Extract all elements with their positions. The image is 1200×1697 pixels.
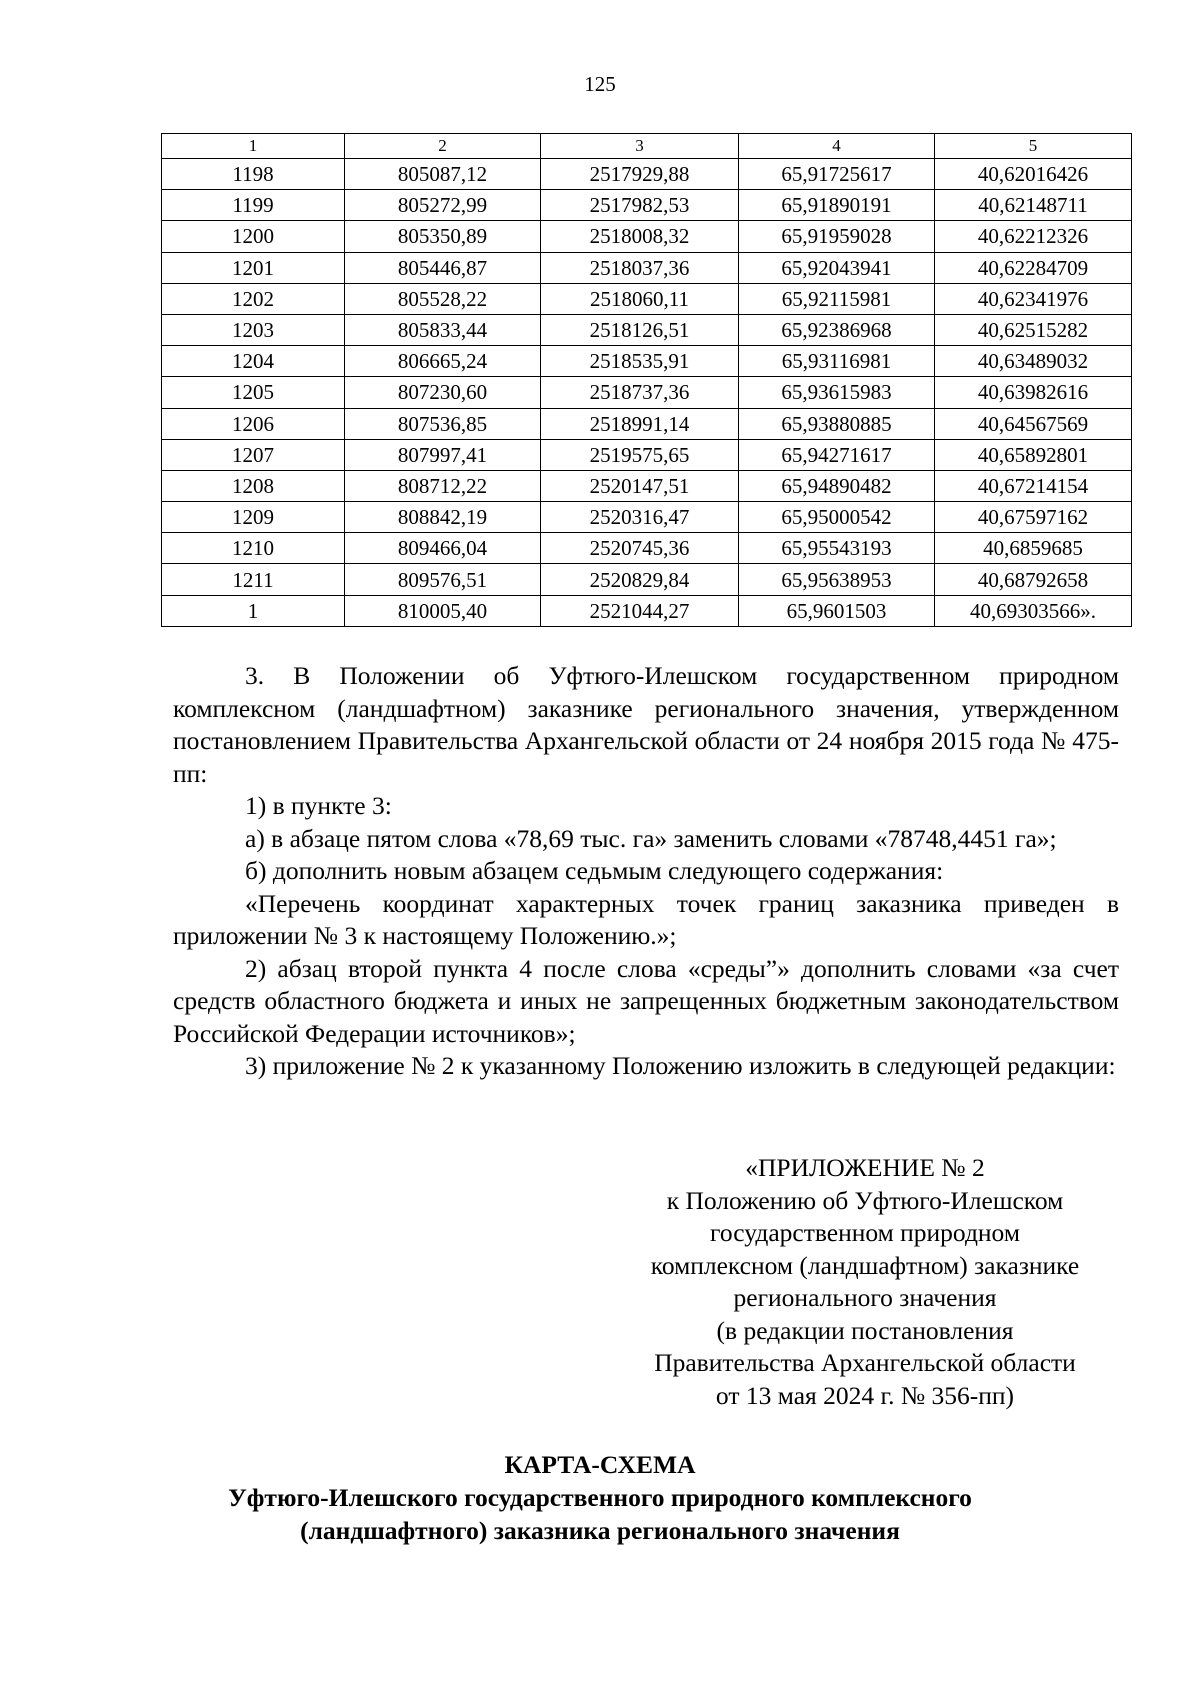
table-cell: 2520147,51 (541, 470, 739, 501)
table-cell: 40,62016426 (935, 159, 1132, 190)
table-cell: 2518008,32 (541, 221, 739, 252)
table-cell: 65,95638953 (739, 564, 935, 595)
paragraph-subitem-3: 3) приложение № 2 к указанному Положению изложить в следующей редакции: (245, 1051, 1116, 1080)
table-cell: 1 (162, 595, 345, 626)
table-cell: 2518060,11 (541, 283, 739, 314)
map-title (0, 1448, 1200, 1547)
appendix-header (620, 1152, 1110, 1412)
table-cell: 40,65892801 (935, 439, 1132, 470)
table-cell: 805833,44 (345, 314, 541, 345)
table-cell: 1201 (162, 252, 345, 283)
paragraph-item-3: 3. В Положении об Уфтюго-Илешском государственном природном комплексном (ландшафтном) заказнике регионального значения, утвержденном постановлением Правительства Архангельской области от 24 ноября 2015 года № 475-пп: (173, 661, 1119, 788)
paragraph-subitem-1: 1) в пункте 3: (245, 791, 392, 820)
table-cell: 2517982,53 (541, 190, 739, 221)
table-cell: 2518535,91 (541, 346, 739, 377)
table-cell: 65,95543193 (739, 533, 935, 564)
table-cell: 1198 (162, 159, 345, 190)
table-cell: 1199 (162, 190, 345, 221)
table-cell: 2517929,88 (541, 159, 739, 190)
table-row (162, 346, 1132, 377)
table-body (162, 159, 1132, 627)
table-cell: 65,92115981 (739, 283, 935, 314)
table-cell: 2520829,84 (541, 564, 739, 595)
table-cell: 40,63982616 (935, 377, 1132, 408)
table-cell: 805272,99 (345, 190, 541, 221)
coordinates-table (161, 133, 1132, 627)
paragraph-quote: «Перечень координат характерных точек границ заказника приведен в приложении № 3 к настоящему Положению.»; (173, 888, 1119, 950)
table-cell: 1205 (162, 377, 345, 408)
table-row (162, 470, 1132, 501)
appendix-line: регионального значения (733, 1283, 997, 1312)
appendix-line: Правительства Архангельской области (654, 1348, 1076, 1377)
table-cell: 1202 (162, 283, 345, 314)
appendix-line: от 13 мая 2024 г. № 356-пп) (715, 1380, 1015, 1410)
table-cell: 807536,85 (345, 408, 541, 439)
table-cell: 2521044,27 (541, 595, 739, 626)
table-cell: 805350,89 (345, 221, 541, 252)
table-cell: 40,69303566». (935, 595, 1132, 626)
table-row (162, 221, 1132, 252)
table-cell: 65,9601503 (739, 595, 935, 626)
table-row (162, 283, 1132, 314)
table-cell: 809576,51 (345, 564, 541, 595)
appendix-line: «ПРИЛОЖЕНИЕ № 2 (745, 1153, 985, 1182)
table-cell: 65,93880885 (739, 408, 935, 439)
table-cell: 40,62284709 (935, 252, 1132, 283)
table-cell: 807997,41 (345, 439, 541, 470)
appendix-line: государственном природном (710, 1218, 1020, 1247)
table-cell: 2518737,36 (541, 377, 739, 408)
table-cell: 40,63489032 (935, 346, 1132, 377)
column-header: 5 (935, 134, 1132, 159)
paragraph-subitem-b: б) дополнить новым абзацем седьмым следующего содержания: (245, 856, 944, 885)
table-cell: 808842,19 (345, 502, 541, 533)
table-cell: 1208 (162, 470, 345, 501)
column-header: 4 (739, 134, 935, 159)
table-cell: 40,62212326 (935, 221, 1132, 252)
table-cell: 1206 (162, 408, 345, 439)
table-row (162, 314, 1132, 345)
table-cell: 805087,12 (345, 159, 541, 190)
table-cell: 807230,60 (345, 377, 541, 408)
table-cell: 805528,22 (345, 283, 541, 314)
table-cell: 1209 (162, 502, 345, 533)
table-cell: 806665,24 (345, 346, 541, 377)
table-cell: 40,68792658 (935, 564, 1132, 595)
table-cell: 65,91890191 (739, 190, 935, 221)
map-title-heading: КАРТА-СХЕМА (504, 1450, 696, 1479)
table-row (162, 439, 1132, 470)
table-cell: 65,95000542 (739, 502, 935, 533)
table-cell: 40,62341976 (935, 283, 1132, 314)
column-header: 2 (345, 134, 541, 159)
table-cell: 808712,22 (345, 470, 541, 501)
table-cell: 2518126,51 (541, 314, 739, 345)
table-cell: 1200 (162, 221, 345, 252)
table-cell: 1207 (162, 439, 345, 470)
table-cell: 2519575,65 (541, 439, 739, 470)
table-header-row (162, 134, 1132, 159)
table-cell: 40,62515282 (935, 314, 1132, 345)
table-cell: 2520316,47 (541, 502, 739, 533)
table-cell: 2520745,36 (541, 533, 739, 564)
appendix-line: (в редакции постановления (716, 1315, 1014, 1345)
column-header: 3 (541, 134, 739, 159)
appendix-line: к Положению об Уфтюго-Илешском (666, 1185, 1064, 1215)
amendment-text (173, 660, 1119, 1083)
table-row (162, 159, 1132, 190)
table-cell: 65,91959028 (739, 221, 935, 252)
table-row (162, 377, 1132, 408)
table-cell: 1210 (162, 533, 345, 564)
page-number: 125 (584, 72, 616, 96)
table-row (162, 190, 1132, 221)
column-header: 1 (162, 134, 345, 159)
table-cell: 40,64567569 (935, 408, 1132, 439)
table-row (162, 252, 1132, 283)
paragraph-subitem-a: а) в абзаце пятом слова «78,69 тыс. га» заменить словами «78748,4451 га»; (245, 823, 1057, 853)
table-row (162, 595, 1132, 626)
table-cell: 1211 (162, 564, 345, 595)
table-row (162, 564, 1132, 595)
table-cell: 65,92043941 (739, 252, 935, 283)
table-cell: 810005,40 (345, 595, 541, 626)
table-row (162, 502, 1132, 533)
table-cell: 40,6859685 (935, 533, 1132, 564)
table-row (162, 533, 1132, 564)
table-cell: 65,93615983 (739, 377, 935, 408)
map-title-line: Уфтюго-Илешского государственного природного комплексного (228, 1483, 972, 1512)
table-cell: 2518991,14 (541, 408, 739, 439)
table-cell: 805446,87 (345, 252, 541, 283)
table-cell: 809466,04 (345, 533, 541, 564)
table-cell: 65,91725617 (739, 159, 935, 190)
table-cell: 65,92386968 (739, 314, 935, 345)
table-cell: 40,67597162 (935, 502, 1132, 533)
map-title-line: (ландшафтного) заказника регионального значения (300, 1516, 900, 1545)
table-cell: 65,94271617 (739, 439, 935, 470)
paragraph-subitem-2: 2) абзац второй пункта 4 после слова «среды”» дополнить словами «за счет средств областного бюджета и иных не запрещенных бюджетным законодательством Российской Федерации источников»; (173, 953, 1119, 1048)
table-cell: 2518037,36 (541, 252, 739, 283)
appendix-line: комплексном (ландшафтном) заказнике (650, 1250, 1080, 1280)
table-cell: 40,67214154 (935, 470, 1132, 501)
table-cell: 40,62148711 (935, 190, 1132, 221)
table-row (162, 408, 1132, 439)
table-cell: 65,94890482 (739, 470, 935, 501)
table-cell: 1203 (162, 314, 345, 345)
table-cell: 65,93116981 (739, 346, 935, 377)
table-cell: 1204 (162, 346, 345, 377)
